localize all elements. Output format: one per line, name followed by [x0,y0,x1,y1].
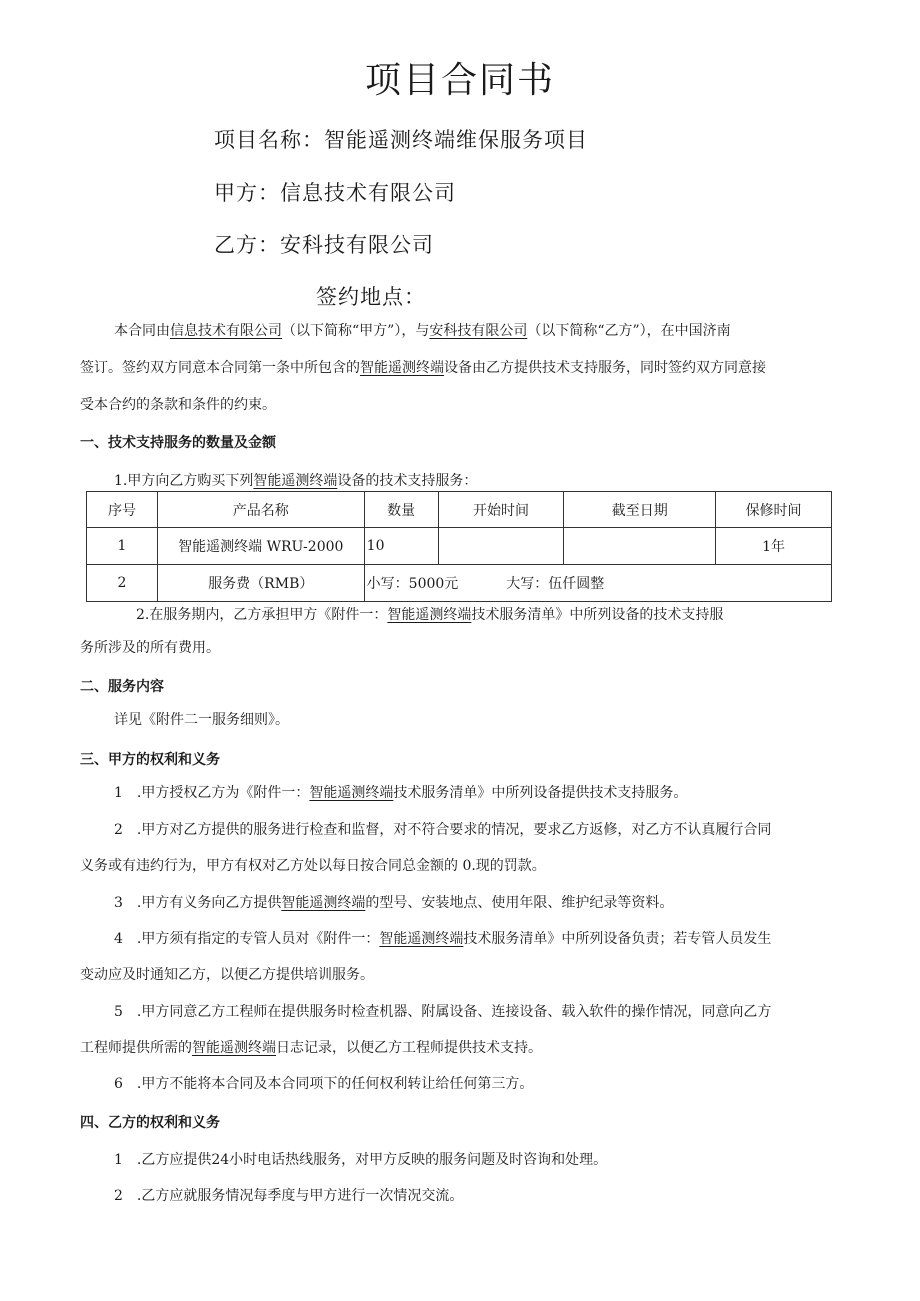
device-ref: 智能遥测终端 [360,360,444,376]
table-header-row [87,492,832,528]
amount-big: 大写：伍仟圆整 [506,576,605,592]
header-cell: 截至日期 [564,492,716,528]
item-text: 2.在服务期内，乙方承担甲方《附件一： [136,607,388,623]
sign-place-label: 签约地点： [316,285,426,309]
table-cell: 智能遥测终端 WRU-2000 [157,528,364,565]
amount-small: 小写：5000元 [366,576,459,592]
intro-text: 本合同由 [114,323,170,339]
section-2-heading: 二、服务内容 [80,679,164,695]
item-text: 1 .甲方授权乙方为《附件一： [114,785,310,801]
header-cell: 序号 [87,492,158,528]
project-name-label: 项目名称： [214,128,324,152]
item-text: 技术服务清单》中所列设备的技术支持服 [471,607,724,623]
item-text: 的型号、安装地点、使用年限、维护纪录等资料。 [365,895,674,911]
intro-line-3: 受本合约的条款和条件的约束。 [80,397,276,413]
device-ref: 智能遥测终端 [387,607,472,623]
section-3-item-5: 5 .甲方同意乙方工程师在提供服务时检查机器、附属设备、连接设备、载入软件的操作情况，同意向乙方 [114,1004,772,1020]
table-cell-amount [364,565,831,602]
intro-line-1 [114,313,731,349]
section-1-heading: 一、技术支持服务的数量及金额 [80,435,276,451]
section-4-item-1: 1 .乙方应提供24小时电话热线服务，对甲方反映的服务问题及时咨询和处理。 [114,1152,608,1168]
table-cell: 1 [87,528,158,565]
item-text: 技术服务清单》中所列设备负责；若专管人员发生 [463,931,772,947]
party-a-ref: 信息技术有限公司 [170,323,282,339]
party-a-label: 甲方： [214,181,280,205]
intro-text: 签订。签约双方同意本合同第一条中所包含的 [80,360,360,376]
party-a-line [214,177,456,207]
table-row [87,528,832,565]
section-3-item-4 [114,921,771,957]
intro-text: （以下简称“甲方”），与 [282,323,430,339]
header-cell: 数量 [364,492,438,528]
section-3-item-6: 6 .甲方不能将本合同及本合同项下的任何权利转让给任何第三方。 [114,1076,534,1092]
party-a-value: 信息技术有限公司 [280,181,456,205]
service-table [86,491,832,602]
device-ref: 智能遥测终端 [253,473,338,489]
party-b-label: 乙方： [214,233,280,257]
table-cell: 1年 [716,528,832,565]
device-ref: 智能遥测终端 [379,931,464,947]
section-1-item-2-cont: 务所涉及的所有费用。 [80,640,220,656]
section-4-item-2: 2 .乙方应就服务情况每季度与甲方进行一次情况交流。 [114,1188,464,1204]
table-cell [564,528,716,565]
section-3-heading: 三、甲方的权利和义务 [80,752,220,768]
device-ref: 智能遥测终端 [192,1040,276,1056]
device-ref: 智能遥测终端 [309,785,394,801]
intro-line-2 [80,350,766,386]
section-3-item-2-cont: 义务或有违约行为，甲方有权对乙方处以每日按合同总金额的 0.现的罚款。 [80,858,546,874]
table-cell: 服务费（RMB） [157,565,364,602]
item-text: 工程师提供所需的 [80,1040,192,1056]
item-text: 设备的技术支持服务： [337,473,478,489]
intro-text: （以下简称“乙方”），在中国济南 [527,323,731,339]
section-3-item-2: 2 .甲方对乙方提供的服务进行检查和监督，对不符合要求的情况，要求乙方返修，对乙方不认真履行合同 [114,822,772,838]
header-cell: 产品名称 [157,492,364,528]
section-4-heading: 四、乙方的权利和义务 [80,1115,220,1131]
party-b-line [214,229,434,259]
header-cell: 保修时间 [716,492,832,528]
section-3-item-5-cont [80,1030,542,1066]
section-3-item-1 [114,775,687,811]
project-name-line [214,124,588,154]
section-1-item-2 [136,597,723,633]
item-text: 1.甲方向乙方购买下列 [114,473,254,489]
table-cell: 10 [364,528,438,565]
item-text: 4 .甲方须有指定的专管人员对《附件一： [114,931,380,947]
table-cell: 2 [87,565,158,602]
header-cell: 开始时间 [438,492,564,528]
item-text: 技术服务清单》中所列设备提供技术支持服务。 [393,785,688,801]
section-3-item-3 [114,885,673,921]
party-b-value: 安科技有限公司 [280,233,434,257]
party-b-ref: 安科技有限公司 [429,323,528,339]
table-cell [438,528,564,565]
item-text: 3 .甲方有义务向乙方提供 [114,895,282,911]
project-name-value: 智能遥测终端维保服务项目 [324,128,588,152]
table-row [87,565,832,602]
intro-text: 设备由乙方提供技术支持服务，同时签约双方同意接 [444,360,766,376]
device-ref: 智能遥测终端 [281,895,366,911]
section-2-text: 详见《附件二一服务细则》。 [114,712,289,728]
document-title: 项目合同书 [364,60,555,101]
item-text: 日志记录，以便乙方工程师提供技术支持。 [276,1040,542,1056]
section-3-item-4-cont: 变动应及时通知乙方，以便乙方提供培训服务。 [80,967,374,983]
